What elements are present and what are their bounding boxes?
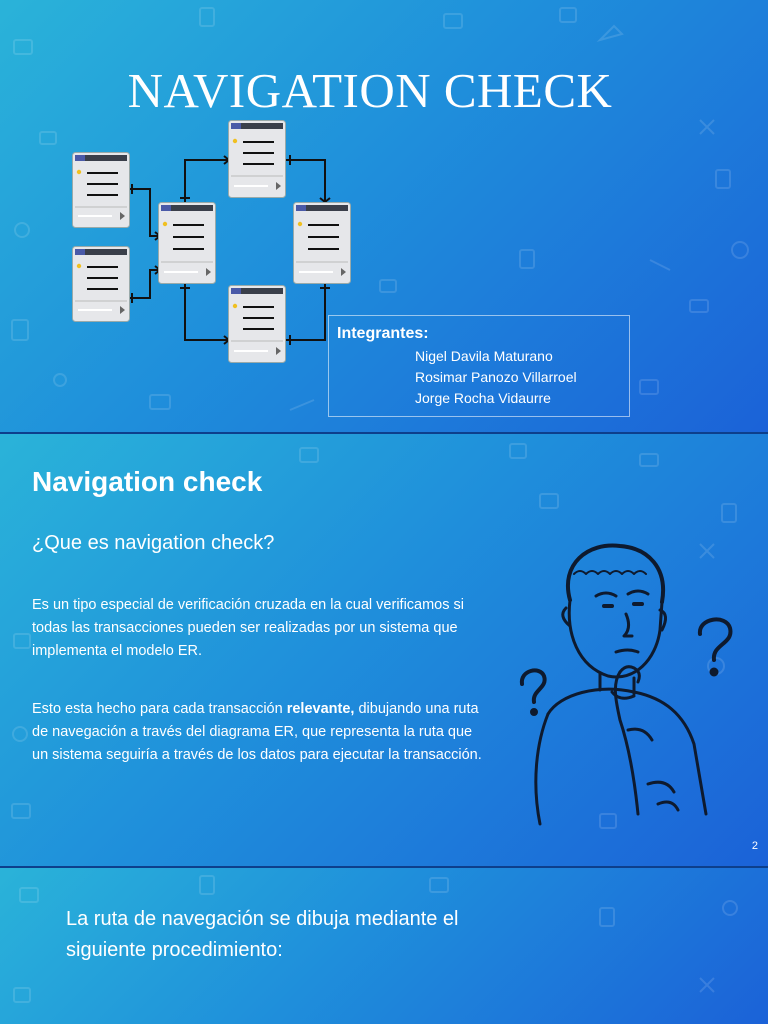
- highlight-word: relevante,: [286, 701, 355, 717]
- member-name: Rosimar Panozo Villarroel: [415, 369, 577, 385]
- slide-title: [0, 0, 768, 432]
- page-number: 2: [751, 840, 758, 852]
- members-label: Integrantes:: [337, 325, 429, 342]
- slide-heading: Navigation check: [32, 466, 263, 497]
- slide-procedure: [0, 868, 768, 1024]
- paragraph-definition: Es un tipo especial de verificación cruzada en la cual verificamos si todas las transacciones pueden ser realizadas por un sistema que implementa el modelo ER.: [32, 597, 464, 659]
- thinking-person-illustration: [508, 534, 748, 834]
- entity-table-icon: [228, 120, 286, 203]
- entity-table-icon: [228, 285, 286, 368]
- members-box: [328, 315, 630, 417]
- slide-definition: [0, 434, 768, 866]
- question-text: ¿Que es navigation check?: [32, 532, 275, 554]
- paragraph-procedure: Esto esta hecho para cada transacción relevante, dibujando una ruta de navegación a través del diagrama ER, que representa la ruta que un sistema seguiría a través de los datos para ejecutar la transacción.: [32, 701, 482, 763]
- member-name: Jorge Rocha Vidaurre: [415, 390, 551, 406]
- member-name: Nigel Davila Maturano: [415, 348, 553, 364]
- slide-heading: La ruta de navegación se dibuja mediante el siguiente procedimiento:: [66, 908, 459, 961]
- entity-table-icon: [72, 246, 130, 327]
- entity-table-icon: [72, 152, 130, 233]
- entity-table-icon: [293, 202, 351, 289]
- slide-title-text: NAVIGATION CHECK: [127, 63, 613, 118]
- entity-table-icon: [158, 202, 216, 289]
